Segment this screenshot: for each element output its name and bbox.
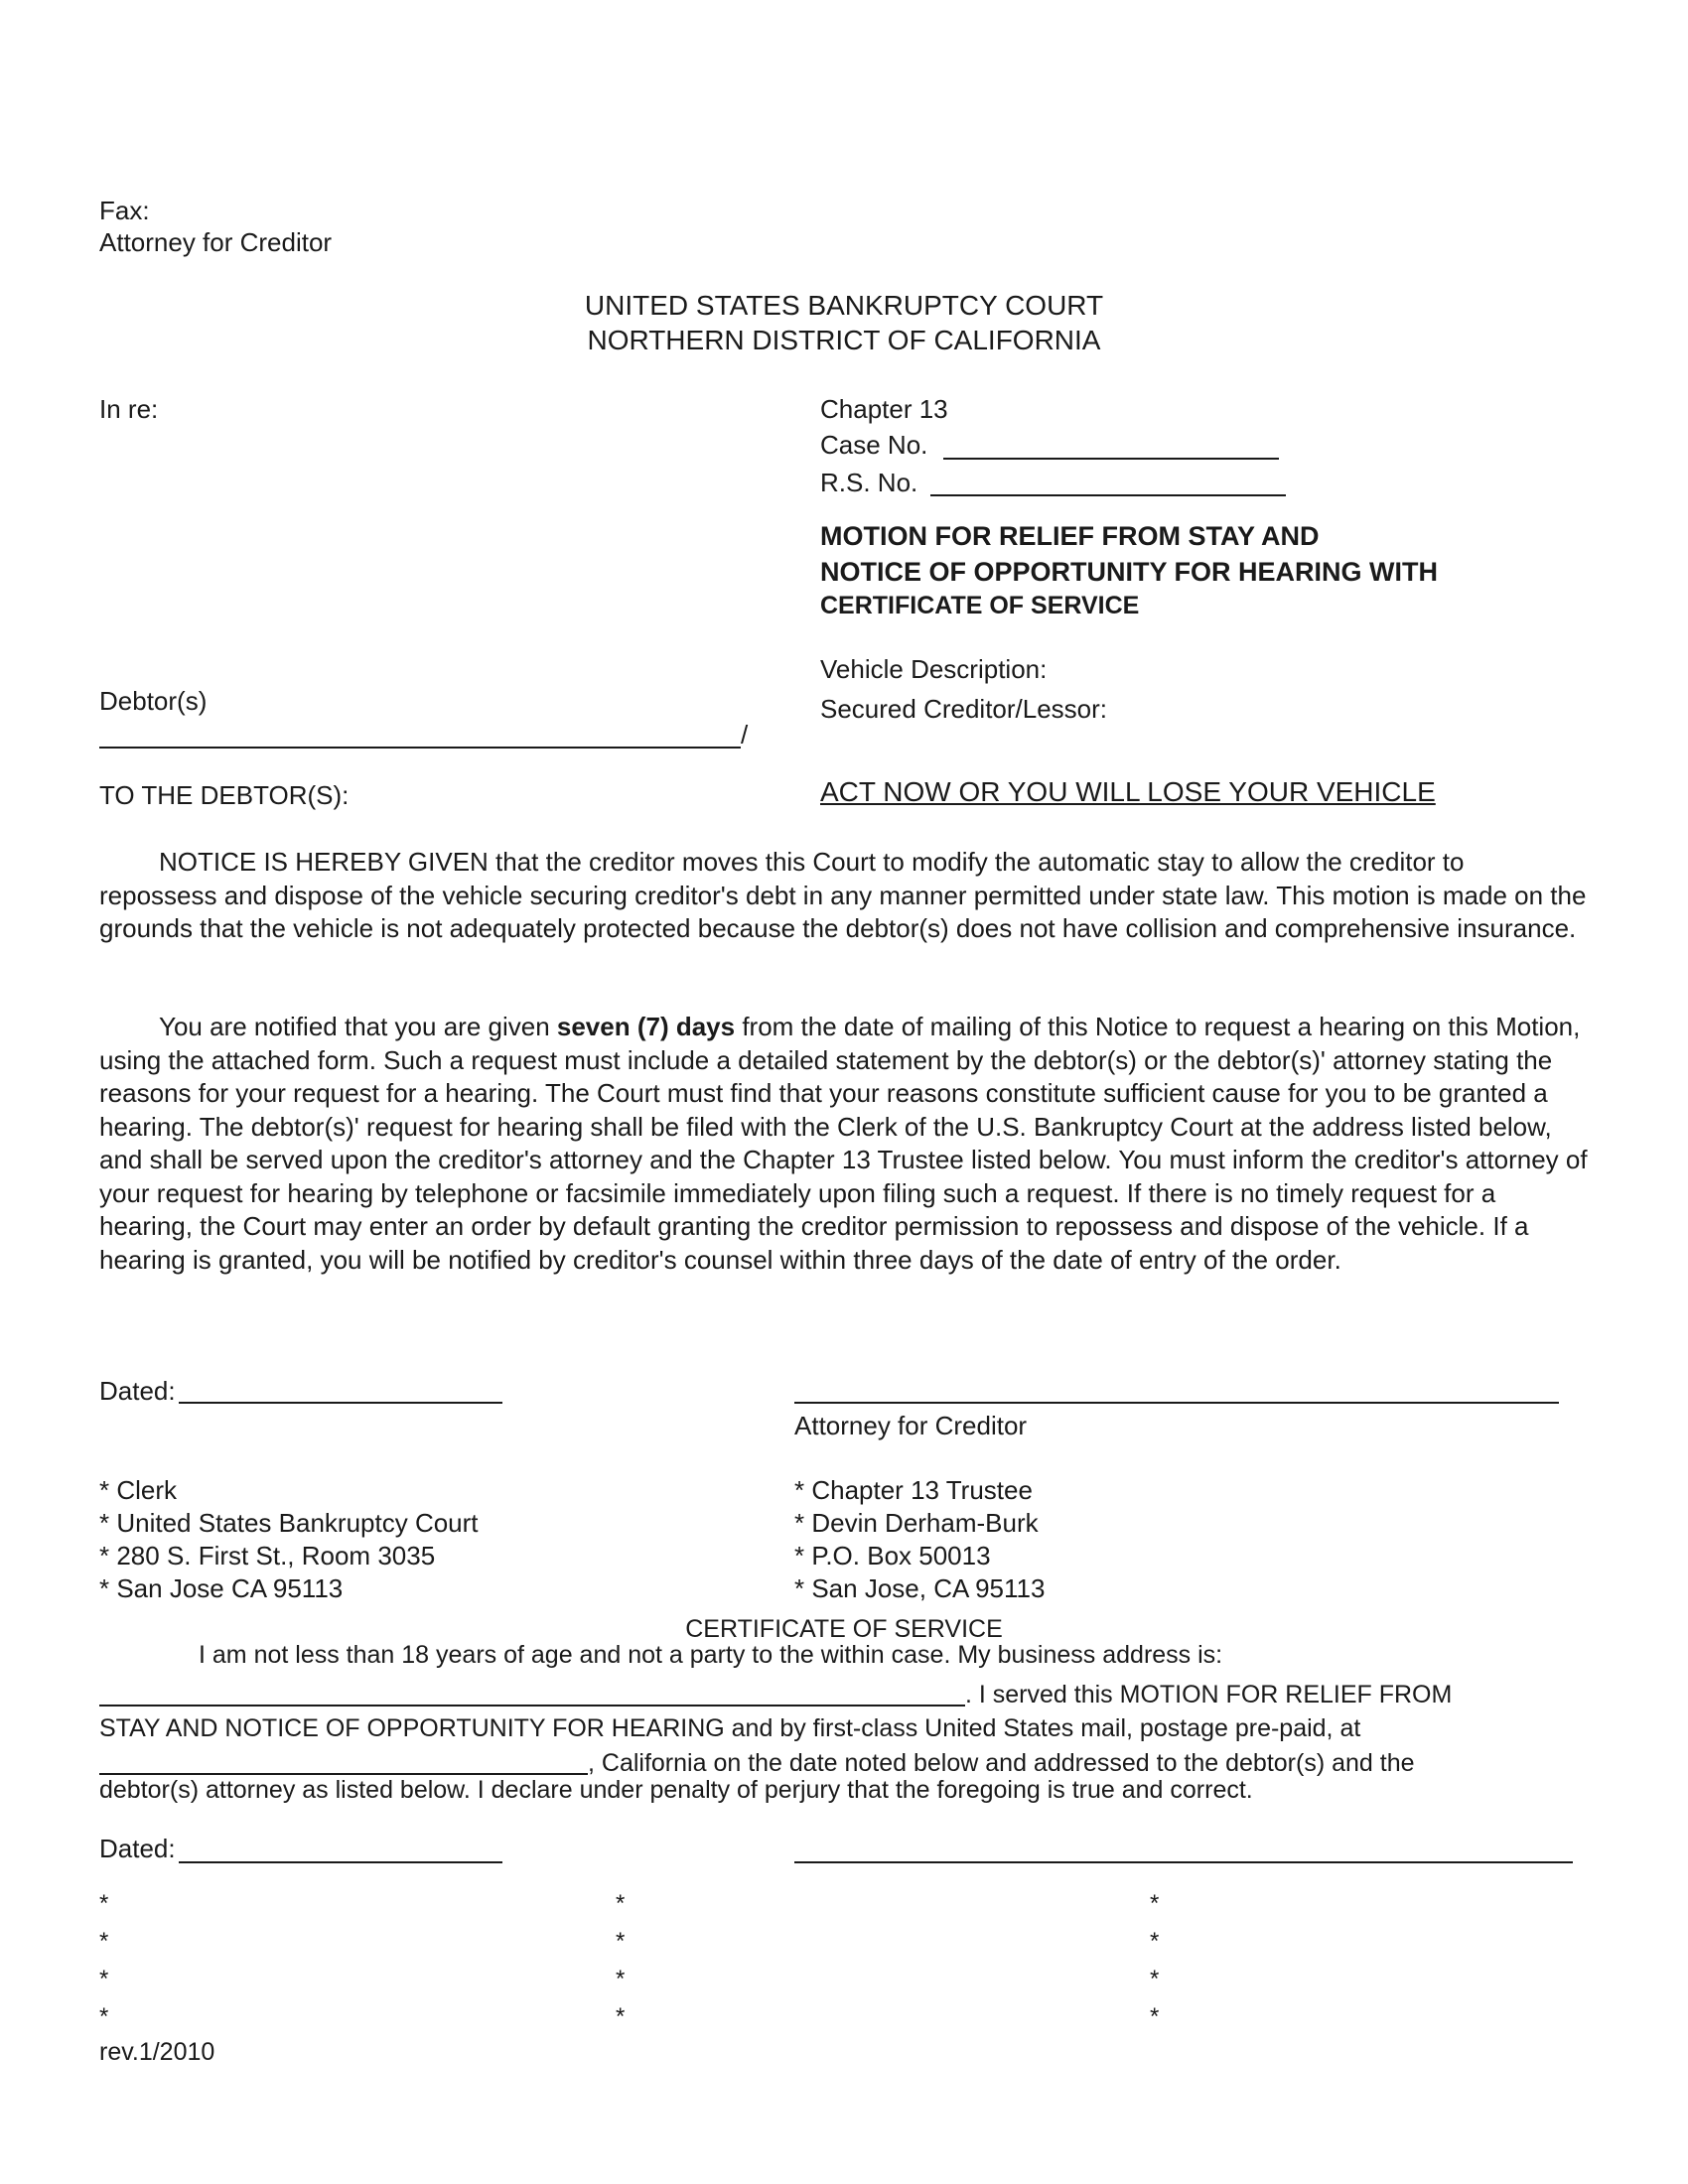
motion-title-line3: CERTIFICATE OF SERVICE bbox=[820, 592, 1140, 619]
service-marker: * bbox=[99, 1890, 109, 1917]
clerk-line-2: * United States Bankruptcy Court bbox=[99, 1508, 479, 1538]
clerk-line-4: * San Jose CA 95113 bbox=[99, 1573, 344, 1603]
fax-label: Fax: bbox=[99, 196, 150, 225]
certificate-line-3: STAY AND NOTICE OF OPPORTUNITY FOR HEARING and by first-class United States mail, postage pre-paid, at bbox=[99, 1714, 1361, 1742]
to-debtors-label: TO THE DEBTOR(S): bbox=[99, 780, 350, 810]
in-re-label: In re: bbox=[99, 394, 159, 424]
service-marker: * bbox=[1150, 1966, 1160, 1992]
service-marker: * bbox=[1150, 1928, 1160, 1955]
motion-title-line2: NOTICE OF OPPORTUNITY FOR HEARING WITH bbox=[820, 557, 1439, 587]
certificate-heading: CERTIFICATE OF SERVICE bbox=[685, 1615, 1003, 1643]
hearing-paragraph bbox=[99, 1011, 1589, 1277]
secured-creditor-label: Secured Creditor/Lessor: bbox=[820, 694, 1108, 724]
attorney-signature-line[interactable] bbox=[794, 1402, 1559, 1404]
clerk-line-1: * Clerk bbox=[99, 1475, 178, 1505]
certificate-dated-field[interactable] bbox=[179, 1861, 502, 1863]
service-marker: * bbox=[616, 1890, 626, 1917]
certificate-line-2: . I served this MOTION FOR RELIEF FROM bbox=[965, 1681, 1453, 1708]
rs-no-label: R.S. No. bbox=[820, 468, 918, 497]
service-marker: * bbox=[616, 1966, 626, 1992]
certificate-signature-line[interactable] bbox=[794, 1861, 1573, 1863]
trustee-line-3: * P.O. Box 50013 bbox=[794, 1541, 991, 1570]
rs-no-field[interactable] bbox=[930, 494, 1286, 496]
trustee-line-4: * San Jose, CA 95113 bbox=[794, 1573, 1046, 1603]
court-name: UNITED STATES BANKRUPTCY COURT bbox=[584, 290, 1104, 321]
motion-title-line1: MOTION FOR RELIEF FROM STAY AND bbox=[820, 521, 1320, 551]
service-marker: * bbox=[616, 2003, 626, 2030]
service-marker: * bbox=[99, 1928, 109, 1955]
trustee-line-2: * Devin Derham-Burk bbox=[794, 1508, 1039, 1538]
attorney-for-creditor-header: Attorney for Creditor bbox=[99, 227, 333, 257]
court-district: NORTHERN DISTRICT OF CALIFORNIA bbox=[587, 325, 1101, 355]
hearing-deadline: seven (7) days bbox=[556, 1012, 736, 1041]
revision-label: rev.1/2010 bbox=[99, 2038, 215, 2066]
service-marker: * bbox=[1150, 2003, 1160, 2030]
service-marker: * bbox=[1150, 1890, 1160, 1917]
trustee-line-1: * Chapter 13 Trustee bbox=[794, 1475, 1033, 1505]
chapter-label: Chapter 13 bbox=[820, 394, 948, 424]
hearing-paragraph-before: You are notified that you are given bbox=[159, 1012, 557, 1041]
notice-paragraph bbox=[99, 846, 1589, 946]
case-no-field[interactable] bbox=[943, 458, 1279, 460]
attorney-for-creditor-signature-label: Attorney for Creditor bbox=[794, 1411, 1028, 1440]
act-now-warning: ACT NOW OR YOU WILL LOSE YOUR VEHICLE bbox=[820, 776, 1436, 807]
certificate-line-4: , California on the date noted below and addressed to the debtor(s) and the bbox=[588, 1749, 1415, 1777]
hearing-paragraph-after: from the date of mailing of this Notice to request a hearing on this Motion, using the attached form. Such a request must include a detailed statement by the debtor(s) or the debtor(s)' attorney stating the reasons for your request for a hearing. The Court must find that your reasons constitute sufficient cause for you to be granted a hearing. The debtor(s)' request for hearing shall be filed with the Clerk of the U.S. Bankruptcy Court at the address listed below, and shall be served upon the creditor's attorney and the Chapter 13 Trustee listed below. You must inform the creditor's attorney of your request for hearing by telephone or facsimile immediately upon filing such a request. If there is no timely request for a hearing, the Court may enter an order by default granting the creditor permission to repossess and dispose of the vehicle. If a hearing is granted, you will be notified by creditor's counsel within three days of the date of entry of the order. bbox=[99, 1012, 1588, 1275]
service-marker: * bbox=[99, 1966, 109, 1992]
business-address-field[interactable] bbox=[99, 1705, 965, 1706]
debtors-label: Debtor(s) bbox=[99, 686, 208, 716]
certificate-line-1: I am not less than 18 years of age and not a party to the within case. My business address is: bbox=[199, 1641, 1223, 1669]
dated-label: Dated: bbox=[99, 1376, 176, 1406]
dated-field[interactable] bbox=[179, 1402, 502, 1404]
service-marker: * bbox=[99, 2003, 109, 2030]
caption-slash: / bbox=[741, 720, 749, 750]
service-marker: * bbox=[616, 1928, 626, 1955]
case-no-label: Case No. bbox=[820, 430, 928, 460]
vehicle-description-label: Vehicle Description: bbox=[820, 654, 1048, 684]
certificate-dated-label: Dated: bbox=[99, 1834, 176, 1863]
clerk-line-3: * 280 S. First St., Room 3035 bbox=[99, 1541, 436, 1570]
caption-underline bbox=[99, 747, 741, 749]
certificate-line-5: debtor(s) attorney as listed below. I declare under penalty of perjury that the foregoing is true and correct. bbox=[99, 1776, 1253, 1804]
notice-paragraph-text: NOTICE IS HEREBY GIVEN that the creditor moves this Court to modify the automatic stay to allow the creditor to repossess and dispose of the vehicle securing creditor's debt in any manner permitted under state law. This motion is made on the grounds that the vehicle is not adequately protected because the debtor(s) does not have collision and comprehensive insurance. bbox=[99, 847, 1587, 943]
